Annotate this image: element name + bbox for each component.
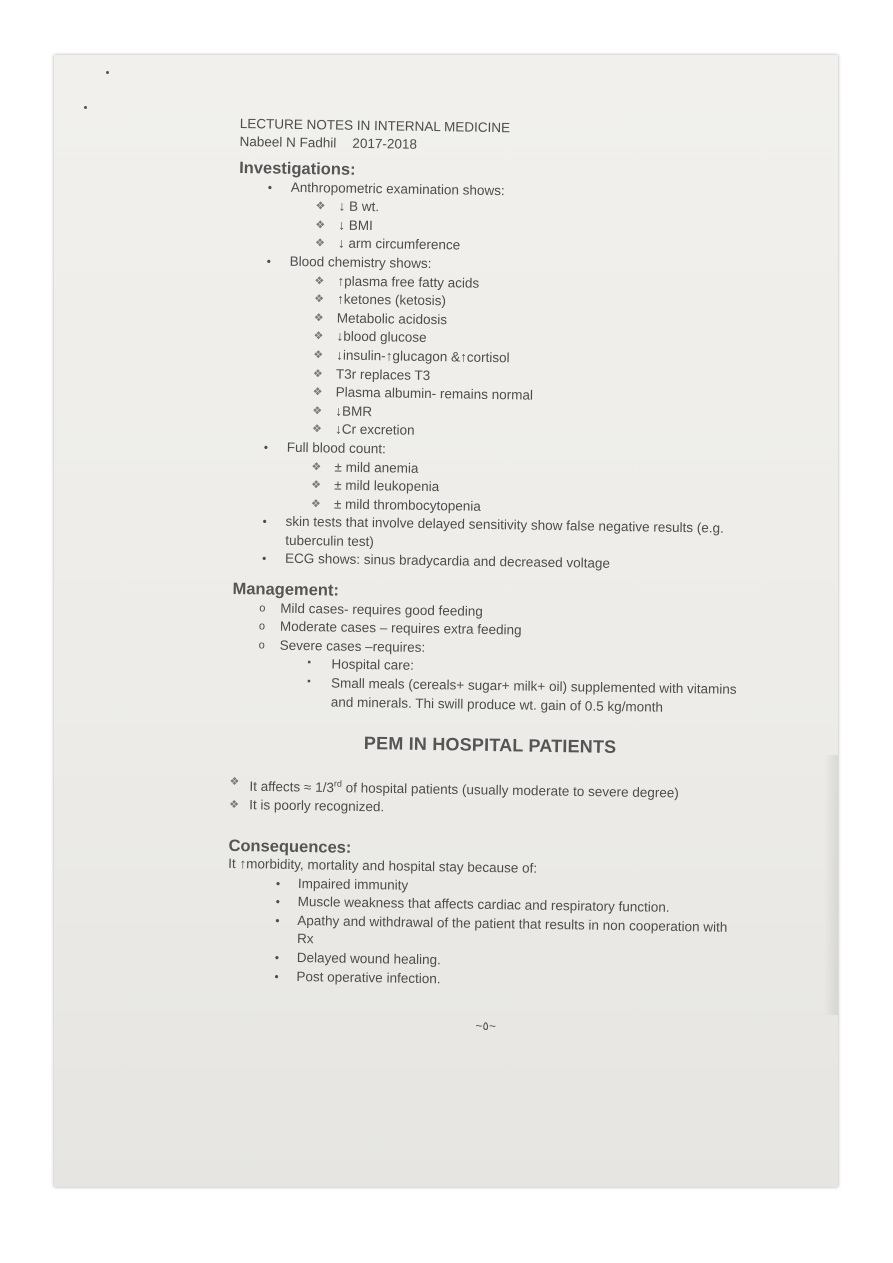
investigation-finding-text: ↓ arm circumference: [337, 235, 461, 253]
investigations-list: [233, 178, 759, 577]
diamond-bullet-icon: ❖: [315, 218, 326, 232]
scanned-page: [54, 55, 838, 1187]
pem-heading: PEM IN HOSPITAL PATIENTS: [363, 733, 617, 758]
management-item-text: Severe cases –requires:: [279, 637, 426, 655]
academic-years: 2017-2018: [352, 135, 418, 152]
pem-point: ❖ It affects ≈ 1/3rd of hospital patients (usually moderate to severe degree): [229, 773, 749, 804]
diamond-bullet-icon: ❖: [311, 479, 322, 492]
management-item-text: Mild cases- requires good feeding: [280, 600, 483, 619]
consequence-item-text: Apathy and withdrawal of the patient that results in non cooperation with Rx: [296, 912, 728, 947]
investigation-item-text: Blood chemistry shows:: [289, 253, 432, 271]
investigation-item: [235, 252, 758, 446]
consequence-item-text: Post operative infection.: [296, 968, 441, 986]
bullet-icon: •: [274, 950, 280, 965]
diamond-bullet-icon: ❖: [312, 386, 323, 399]
bullet-icon: •: [263, 440, 269, 455]
management-list: [231, 599, 753, 719]
investigation-item-text: Full blood count:: [286, 439, 386, 457]
bullet-icon: •: [262, 514, 267, 529]
investigation-finding-text: ↓ BMI: [338, 217, 373, 233]
diamond-bullet-icon: ❖: [313, 330, 324, 343]
management-item: [231, 636, 752, 719]
management-sublist: [231, 654, 752, 718]
investigation-finding-text: ± mild leukopenia: [334, 477, 440, 495]
bullet-icon: •: [275, 876, 281, 891]
investigation-item-text: Anthropometric examination shows:: [290, 179, 505, 198]
consequence-item-text: Impaired immunity: [297, 875, 409, 893]
diamond-bullet-icon: ❖: [229, 798, 240, 811]
circle-bullet-icon: o: [258, 620, 266, 633]
course-title: LECTURE NOTES IN INTERNAL MEDICINE: [239, 115, 511, 136]
investigation-finding-text: ± mild thrombocytopenia: [333, 496, 481, 514]
investigation-finding-text: ↑ketones (ketosis): [337, 291, 447, 309]
diamond-bullet-icon: ❖: [311, 460, 322, 473]
investigation-sublist: [234, 456, 755, 520]
investigation-sublist: [238, 196, 759, 260]
square-bullet-icon: ▪: [307, 657, 312, 669]
investigation-finding-text: T3r replaces T3: [335, 366, 431, 383]
investigation-item: [234, 438, 755, 521]
dust-speck: [84, 106, 87, 109]
diamond-bullet-icon: ❖: [310, 497, 321, 511]
investigation-finding-text: ↓blood glucose: [336, 328, 427, 346]
bullet-icon: •: [266, 254, 272, 269]
diamond-bullet-icon: ❖: [312, 367, 323, 380]
management-heading: Management:: [232, 580, 340, 600]
investigation-finding-text: ↓Cr excretion: [334, 421, 415, 439]
investigation-finding-text: ↓insulin-↑glucagon &↑cortisol: [336, 347, 510, 366]
investigation-finding-text: Plasma albumin- remains normal: [335, 384, 534, 403]
bullet-icon: •: [275, 913, 280, 928]
square-bullet-icon: ▪: [307, 676, 311, 688]
diamond-bullet-icon: ❖: [314, 237, 325, 250]
investigation-finding-text: Metabolic acidosis: [336, 310, 448, 328]
management-detail-text: Small meals (cereals+ sugar+ milk+ oil) supplemented with vitamins and minerals. Thi swill produce wt. gain of 0.5 kg/month: [330, 675, 737, 715]
diamond-bullet-icon: ❖: [313, 311, 324, 325]
bullet-icon: •: [261, 551, 267, 566]
investigation-finding-text: ↑plasma free fatty acids: [337, 273, 480, 291]
consequences-list: [226, 874, 748, 994]
consequences-intro: It ↑morbidity, mortality and hospital stay because of:: [228, 856, 538, 876]
investigation-finding-text: ↓BMR: [335, 403, 373, 419]
diamond-bullet-icon: ❖: [229, 775, 240, 788]
author-name: Nabeel N Fadhil: [239, 133, 337, 151]
investigations-heading: Investigations:: [239, 158, 356, 179]
document-content: [226, 115, 760, 1040]
investigation-finding-text: ↓ B wt.: [338, 198, 380, 215]
bullet-icon: •: [274, 969, 279, 984]
diamond-bullet-icon: ❖: [314, 293, 325, 306]
circle-bullet-icon: o: [259, 602, 266, 615]
diamond-bullet-icon: ❖: [312, 404, 323, 418]
diamond-bullet-icon: ❖: [313, 349, 324, 362]
diamond-bullet-icon: ❖: [315, 200, 326, 213]
bullet-icon: •: [275, 894, 280, 910]
page-number: ~٥~: [475, 1019, 497, 1034]
page-edge-shadow: [824, 755, 838, 1015]
investigation-item-text: ECG shows: sinus bradycardia and decreased voltage: [284, 551, 611, 572]
investigation-item-text: skin tests that involve delayed sensitivity show false negative results (e.g. tuberculin test): [285, 514, 724, 550]
management-detail-text: Hospital care:: [331, 656, 415, 674]
investigation-finding-text: ± mild anemia: [334, 459, 419, 476]
pem-point: ❖ It is poorly recognized.: [229, 797, 385, 815]
consequence-item-text: Delayed wound healing.: [296, 950, 441, 968]
pem-points: [229, 773, 750, 823]
dust-speck: [106, 71, 109, 74]
diamond-bullet-icon: ❖: [314, 274, 325, 287]
bullet-icon: •: [267, 180, 273, 195]
consequence-item-text: Muscle weakness that affects cardiac and respiratory function.: [297, 894, 670, 916]
circle-bullet-icon: o: [258, 639, 265, 652]
investigation-item: [238, 178, 759, 261]
investigation-sublist: [235, 271, 758, 446]
management-item-text: Moderate cases – requires extra feeding: [279, 618, 522, 638]
diamond-bullet-icon: ❖: [311, 423, 323, 436]
consequences-heading: Consequences:: [228, 836, 352, 857]
